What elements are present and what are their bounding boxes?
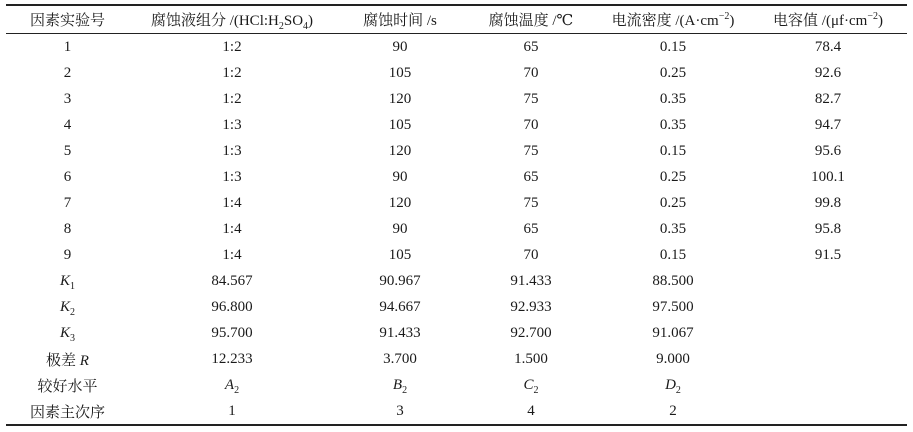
cell-capacitance: 94.7 (814, 116, 842, 133)
header-solution-main: 腐蚀液组分 /(HCl:H (150, 13, 279, 29)
table-row (6, 216, 907, 242)
table-body (6, 34, 907, 424)
cell-current: 0.15 (659, 38, 687, 55)
factor-order-label: 因素主次序 (29, 404, 105, 421)
range-label (6, 346, 129, 372)
cell-no: 2 (63, 64, 72, 81)
range-solution: 12.233 (211, 350, 253, 367)
cell-current: 0.15 (659, 142, 687, 159)
cell-solution: 1:2 (222, 38, 242, 55)
k2-time: 94.667 (379, 298, 421, 315)
range-current: 9.000 (656, 350, 690, 367)
cell-capacitance: 99.8 (814, 194, 842, 211)
cell-capacitance: 91.5 (814, 246, 842, 263)
best-level-solution (129, 372, 335, 398)
k3-time: 91.433 (379, 324, 421, 341)
cell-no: 4 (63, 116, 72, 133)
header-current-end: ) (729, 13, 735, 29)
k3-capacitance (749, 320, 907, 346)
cell-no: 1 (63, 38, 72, 55)
best-level-solution-letter: A (224, 376, 235, 393)
cell-no: 6 (63, 168, 72, 185)
cell-current: 0.35 (659, 90, 687, 107)
cell-temperature: 70 (523, 64, 539, 81)
best-level-time-sub: 2 (402, 384, 408, 396)
k3-label (6, 320, 129, 346)
cell-temperature: 65 (523, 38, 539, 55)
cell-time: 120 (388, 194, 412, 211)
cell-time: 105 (388, 116, 412, 133)
k1-time: 90.967 (379, 272, 421, 289)
k3-row (6, 320, 907, 346)
cell-temperature: 70 (523, 246, 539, 263)
k2-solution: 96.800 (211, 298, 253, 315)
header-solution-end: ) (308, 13, 314, 29)
header-factor-no: 因素实验号 (29, 13, 105, 29)
factor-order-time: 3 (396, 402, 404, 419)
table-row (6, 242, 907, 268)
header-temperature: 腐蚀温度 /℃ (488, 13, 574, 29)
cell-time: 90 (392, 220, 408, 237)
cell-time: 120 (388, 90, 412, 107)
k2-current: 97.500 (652, 298, 694, 315)
k1-temperature: 91.433 (510, 272, 552, 289)
range-time: 3.700 (383, 350, 417, 367)
header-current (597, 6, 749, 33)
k1-label (6, 268, 129, 294)
cell-solution: 1:3 (222, 142, 242, 159)
header-time: 腐蚀时间 /s (363, 13, 437, 29)
cell-current: 0.25 (659, 64, 687, 81)
factor-order-temperature: 4 (527, 402, 535, 419)
factor-order-row (6, 398, 907, 424)
best-level-solution-sub: 2 (234, 384, 240, 396)
best-level-time (335, 372, 465, 398)
header-current-main: 电流密度 /(A·cm (611, 13, 719, 29)
factor-order-capacitance (749, 398, 907, 424)
range-temperature: 1.500 (514, 350, 548, 367)
table-row (6, 138, 907, 164)
cell-current: 0.15 (659, 246, 687, 263)
header-row (6, 6, 907, 33)
table-row (6, 86, 907, 112)
table-header (6, 6, 907, 33)
k3-temperature: 92.700 (510, 324, 552, 341)
best-level-current (597, 372, 749, 398)
cell-temperature: 65 (523, 220, 539, 237)
bottom-rule (6, 424, 907, 426)
cell-temperature: 75 (523, 142, 539, 159)
k3-solution: 95.700 (211, 324, 253, 341)
k3-letter: K (59, 324, 70, 341)
cell-solution: 1:2 (222, 90, 242, 107)
cell-no: 7 (63, 194, 72, 211)
cell-capacitance: 95.8 (814, 220, 842, 237)
results-body-table (6, 34, 907, 424)
k1-sub: 1 (70, 280, 75, 292)
cell-current: 0.25 (659, 194, 687, 211)
cell-solution: 1:4 (222, 246, 242, 263)
cell-capacitance: 78.4 (814, 38, 842, 55)
cell-time: 90 (392, 38, 408, 55)
cell-time: 120 (388, 142, 412, 159)
cell-capacitance: 100.1 (811, 168, 845, 185)
cell-no: 5 (63, 142, 72, 159)
cell-time: 105 (388, 64, 412, 81)
range-capacitance (749, 346, 907, 372)
best-level-temperature (465, 372, 597, 398)
k3-sub: 3 (70, 332, 75, 344)
header-solution-mid: SO (283, 13, 304, 29)
header-capacitance-sup: −2 (867, 11, 878, 22)
cell-current: 0.35 (659, 116, 687, 133)
k2-letter: K (59, 298, 70, 315)
range-row (6, 346, 907, 372)
table-row (6, 190, 907, 216)
header-solution (129, 6, 335, 33)
k2-temperature: 92.933 (510, 298, 552, 315)
cell-solution: 1:3 (222, 116, 242, 133)
best-level-temp-letter: C (523, 376, 534, 393)
cell-temperature: 75 (523, 90, 539, 107)
table-row (6, 34, 907, 60)
results-table (6, 6, 907, 33)
header-solution-sub2: 4 (303, 21, 309, 32)
cell-current: 0.35 (659, 220, 687, 237)
cell-temperature: 65 (523, 168, 539, 185)
factor-order-current: 2 (669, 402, 677, 419)
best-level-time-letter: B (392, 376, 403, 393)
cell-temperature: 70 (523, 116, 539, 133)
k1-letter: K (59, 272, 70, 289)
k3-current: 91.067 (652, 324, 694, 341)
table-row (6, 112, 907, 138)
best-level-capacitance (749, 372, 907, 398)
cell-solution: 1:4 (222, 220, 242, 237)
cell-no: 8 (63, 220, 72, 237)
cell-capacitance: 92.6 (814, 64, 842, 81)
header-capacitance (749, 6, 907, 33)
table-row (6, 164, 907, 190)
k1-current: 88.500 (652, 272, 694, 289)
k2-label (6, 294, 129, 320)
best-level-current-letter: D (665, 376, 676, 393)
orthogonal-experiment-table (6, 4, 907, 426)
k1-row (6, 268, 907, 294)
cell-no: 3 (63, 90, 72, 107)
k2-row (6, 294, 907, 320)
cell-solution: 1:3 (222, 168, 242, 185)
cell-capacitance: 82.7 (814, 90, 842, 107)
best-level-temp-sub: 2 (533, 384, 539, 396)
cell-time: 105 (388, 246, 412, 263)
cell-time: 90 (392, 168, 408, 185)
cell-current: 0.25 (659, 168, 687, 185)
header-capacitance-end: ) (877, 13, 883, 29)
factor-order-solution: 1 (228, 402, 236, 419)
k2-sub: 2 (70, 306, 75, 318)
cell-solution: 1:4 (222, 194, 242, 211)
cell-no: 9 (63, 246, 72, 263)
range-label-r: R (79, 352, 89, 369)
best-level-label: 较好水平 (37, 378, 98, 395)
table-row (6, 60, 907, 86)
best-level-row (6, 372, 907, 398)
header-capacitance-main: 电容值 /(μf·cm (773, 13, 868, 29)
k1-capacitance (749, 268, 907, 294)
header-solution-sub1: 2 (278, 21, 284, 32)
cell-capacitance: 95.6 (814, 142, 842, 159)
k1-solution: 84.567 (211, 272, 253, 289)
best-level-current-sub: 2 (675, 384, 681, 396)
k2-capacitance (749, 294, 907, 320)
range-label-text: 极差 (46, 352, 80, 369)
cell-temperature: 75 (523, 194, 539, 211)
header-current-sup: −2 (718, 11, 730, 22)
cell-solution: 1:2 (222, 64, 242, 81)
